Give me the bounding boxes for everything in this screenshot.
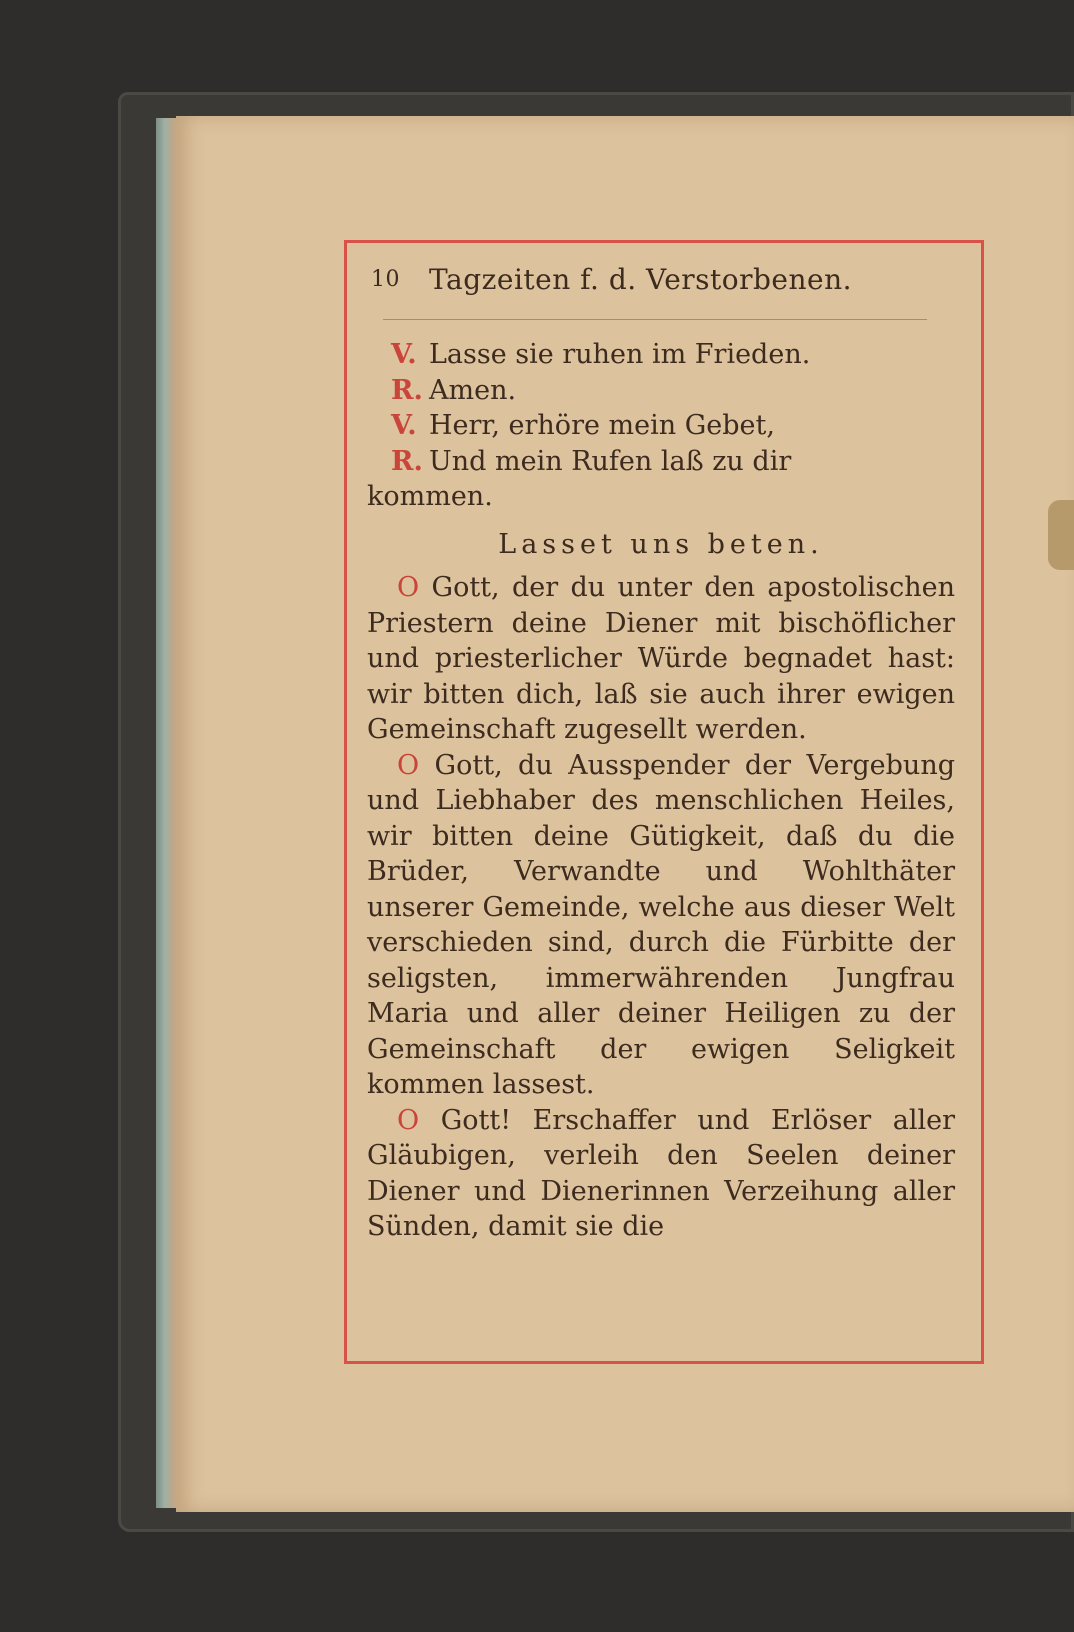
- prayer-paragraph: [367, 748, 955, 1103]
- response-line: [367, 444, 955, 480]
- prayer-paragraph: [367, 570, 955, 748]
- header-rule: [383, 319, 927, 320]
- page-edges: [156, 118, 178, 1508]
- page-header: [367, 263, 955, 297]
- response-line: [367, 373, 955, 409]
- page-content: [367, 243, 955, 1361]
- versicle-symbol: V.: [391, 339, 417, 370]
- response-text: Amen.: [429, 374, 517, 406]
- body-text: [367, 337, 955, 1245]
- versicle-text: Lasse sie ruhen im Frieden.: [429, 339, 811, 370]
- red-initial: O: [397, 749, 420, 781]
- versicle-continuation: kommen.: [367, 481, 493, 512]
- red-initial: O: [397, 572, 420, 603]
- response-symbol: R.: [391, 374, 423, 406]
- response-text: Und mein Rufen laß zu dir: [429, 445, 792, 477]
- versicle-symbol: V.: [391, 410, 417, 441]
- versicle-line: [367, 337, 955, 373]
- prayer-heading: Lasset uns beten.: [498, 528, 824, 560]
- page-number: 10: [371, 267, 400, 292]
- book-clasp: [1048, 500, 1074, 570]
- prayer-text: Gott! Erschaffer und Erlöser aller Gläubigen, verleih den Seelen deiner Diener und Dienerinnen Verzeihung aller Sünden, damit sie die: [367, 1104, 955, 1242]
- red-initial: O: [397, 1104, 420, 1136]
- prayer-paragraph: [367, 1103, 955, 1245]
- versicle-line: [367, 408, 955, 444]
- versicle-text: Herr, erhöre mein Gebet,: [429, 410, 775, 441]
- red-text-frame: [344, 240, 984, 1364]
- prayer-text: Gott, du Ausspender der Vergebung und Liebhaber des menschlichen Heiles, wir bitten deine Gütigkeit, daß du die Brüder, Verwandte und Wohlthäter unserer Gemeinde, welche aus dieser Welt verschieden sind, durch die Fürbitte der seligsten, immerwährenden Jungfrau Maria und aller deiner Heiligen zu der Gemeinschaft der ewigen Seligkeit kommen lassest.: [367, 749, 955, 1100]
- prayer-text: Gott, der du unter den apostolischen Priestern deine Diener mit bischöflicher und priesterlicher Würde begnadet hast: wir bitten dich, laß sie auch ihrer ewigen Gemeinschaft zugesellt werden.: [367, 572, 955, 745]
- running-title: Tagzeiten f. d. Verstorbenen.: [429, 263, 853, 296]
- response-symbol: R.: [391, 445, 423, 477]
